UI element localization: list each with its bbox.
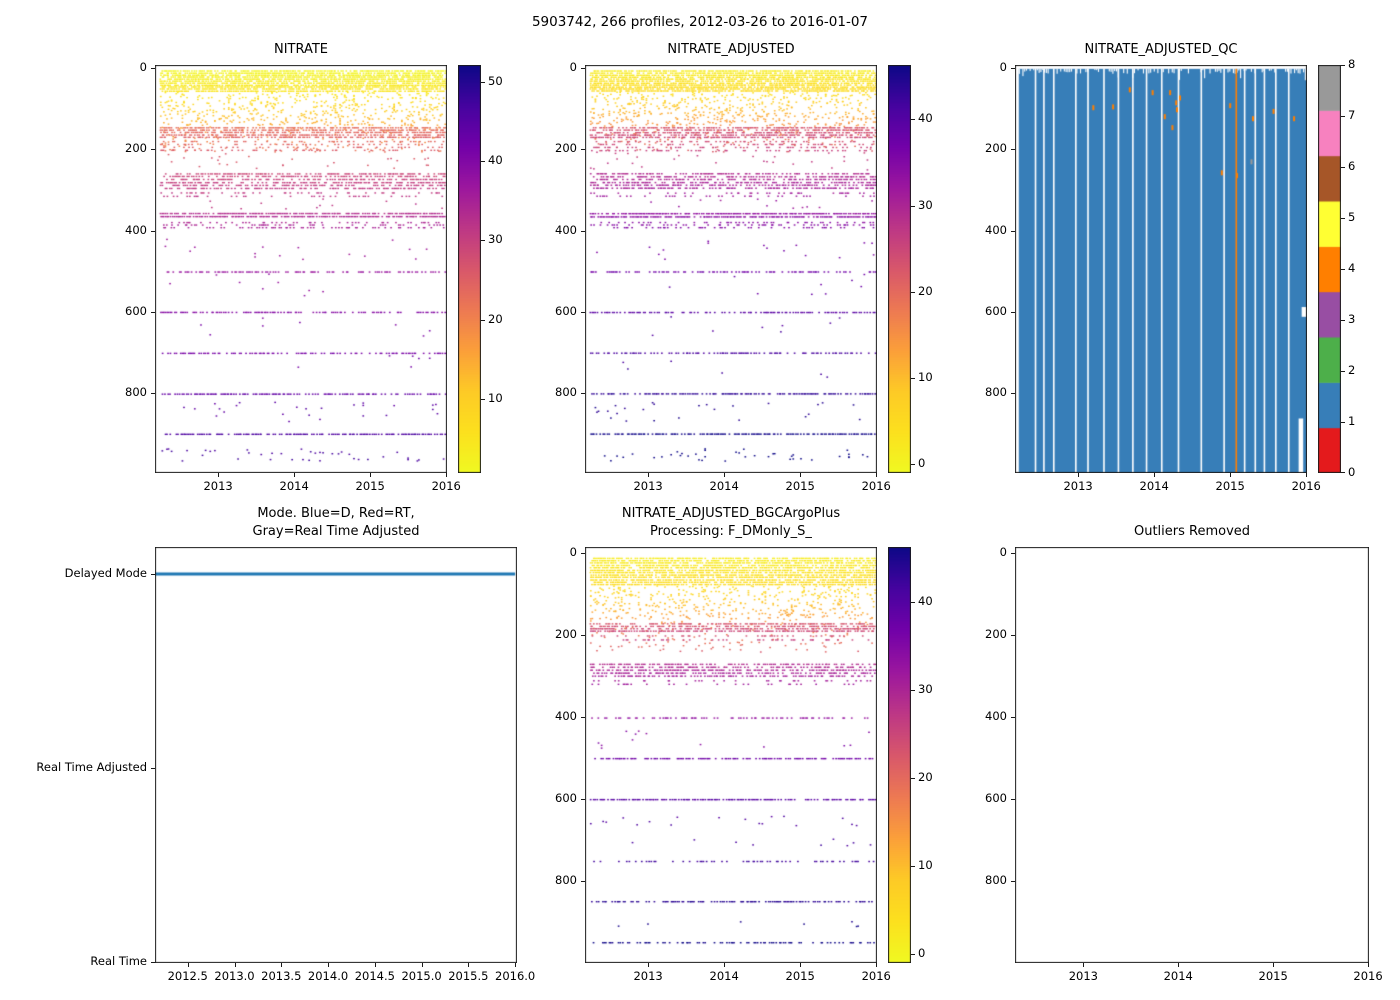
colorbar-tick-mark	[911, 119, 915, 120]
bgc-colorbar	[888, 547, 911, 963]
x-tick-label: 2016	[1353, 969, 1383, 983]
colorbar-tick-mark	[481, 320, 485, 321]
y-tick-mark	[581, 635, 585, 636]
y-category-label: Real Time Adjusted	[36, 759, 147, 774]
x-tick-mark	[218, 473, 219, 477]
colorbar-tick-mark	[481, 161, 485, 162]
nitrate-plot-area	[155, 65, 447, 473]
x-tick-label: 2014	[279, 479, 309, 493]
colorbar-tick-label: 10	[918, 370, 933, 385]
y-tick-label: 200	[985, 627, 1007, 642]
colorbar-tick-label: 1	[1348, 414, 1356, 428]
y-tick-mark	[1011, 149, 1015, 150]
colorbar-tick-label: 30	[488, 232, 503, 247]
y-tick-label: 600	[125, 303, 147, 318]
y-tick-label: 0	[569, 545, 577, 560]
x-tick-label: 2016	[861, 969, 891, 983]
x-tick-mark	[468, 963, 469, 967]
x-tick-mark	[1273, 963, 1274, 967]
y-tick-label: 0	[999, 545, 1007, 560]
x-tick-mark	[375, 963, 376, 967]
y-tick-mark	[1011, 393, 1015, 394]
x-tick-label: 2013.0	[214, 969, 255, 983]
subplot-title-line: Gray=Real Time Adjusted	[252, 524, 420, 539]
y-tick-mark	[581, 717, 585, 718]
y-tick-mark	[1011, 553, 1015, 554]
y-tick-mark	[1011, 881, 1015, 882]
x-tick-mark	[876, 473, 877, 477]
colorbar-tick-label: 40	[918, 594, 933, 609]
colorbar-tick-label: 20	[488, 311, 503, 326]
y-tick-label: 600	[985, 791, 1007, 806]
subplot-title	[972, 523, 1400, 541]
y-tick-label: 200	[555, 141, 577, 156]
y-tick-label: 200	[125, 141, 147, 156]
outliers-plot-area	[1015, 547, 1369, 963]
y-tick-mark	[581, 393, 585, 394]
x-tick-label: 2015	[785, 969, 815, 983]
colorbar-tick-mark	[911, 206, 915, 207]
colorbar-tick-label: 8	[1348, 57, 1356, 71]
y-tick-label: 400	[125, 222, 147, 237]
x-tick-mark	[800, 963, 801, 967]
x-tick-label: 2014	[1163, 969, 1193, 983]
bgc-plot-area	[585, 547, 877, 963]
colorbar-tick-mark	[911, 778, 915, 779]
x-tick-mark	[724, 963, 725, 967]
colorbar-tick-mark	[911, 378, 915, 379]
x-tick-mark	[1178, 963, 1179, 967]
x-tick-label: 2015.5	[448, 969, 489, 983]
colorbar-tick-mark	[911, 602, 915, 603]
subplot-title	[511, 41, 951, 59]
x-tick-label: 2015	[1215, 479, 1245, 493]
x-tick-label: 2013	[633, 969, 663, 983]
y-tick-label: 200	[555, 627, 577, 642]
x-tick-label: 2016.0	[495, 969, 536, 983]
colorbar-tick-label: 0	[918, 946, 926, 961]
x-tick-label: 2013	[1068, 969, 1098, 983]
y-tick-label: 800	[125, 385, 147, 400]
colorbar-tick-mark	[481, 82, 485, 83]
y-tick-mark	[581, 799, 585, 800]
x-tick-mark	[235, 963, 236, 967]
colorbar-tick-mark	[911, 866, 915, 867]
y-tick-mark	[581, 68, 585, 69]
colorbar-tick-mark	[1341, 371, 1345, 372]
nitrate_adjusted-colorbar	[888, 65, 911, 473]
colorbar-tick-mark	[1341, 320, 1345, 321]
x-tick-label: 2015	[355, 479, 385, 493]
y-tick-mark	[151, 962, 155, 963]
colorbar-tick-label: 20	[918, 770, 933, 785]
y-tick-mark	[1011, 717, 1015, 718]
y-tick-label: 800	[555, 873, 577, 888]
y-tick-mark	[151, 231, 155, 232]
qc-colorbar	[1318, 65, 1341, 473]
y-tick-label: 200	[985, 141, 1007, 156]
y-tick-mark	[1011, 231, 1015, 232]
y-tick-mark	[151, 68, 155, 69]
nitrate_adjusted-plot-area	[585, 65, 877, 473]
colorbar-tick-mark	[911, 954, 915, 955]
colorbar-tick-mark	[911, 690, 915, 691]
colorbar-tick-label: 0	[1348, 465, 1356, 479]
y-tick-mark	[1011, 799, 1015, 800]
y-tick-label: 400	[985, 709, 1007, 724]
colorbar-tick-label: 20	[918, 283, 933, 298]
colorbar-tick-mark	[481, 399, 485, 400]
y-tick-mark	[1011, 68, 1015, 69]
subplot-title-line: NITRATE	[273, 42, 329, 57]
colorbar-tick-label: 4	[1348, 261, 1356, 275]
x-tick-mark	[294, 473, 295, 477]
x-tick-mark	[422, 963, 423, 967]
x-tick-mark	[1083, 963, 1084, 967]
y-tick-label: 400	[555, 222, 577, 237]
x-tick-mark	[446, 473, 447, 477]
colorbar-tick-mark	[1341, 65, 1345, 66]
y-tick-mark	[1011, 312, 1015, 313]
subplot-title	[941, 41, 1381, 59]
x-tick-label: 2016	[861, 479, 891, 493]
x-tick-label: 2016	[431, 479, 461, 493]
y-tick-mark	[151, 149, 155, 150]
y-tick-mark	[581, 149, 585, 150]
x-tick-mark	[876, 963, 877, 967]
x-tick-mark	[724, 473, 725, 477]
x-tick-mark	[515, 963, 516, 967]
x-tick-label: 2013	[633, 479, 663, 493]
subplot-title-line: NITRATE_ADJUSTED_BGCArgoPlus	[621, 506, 841, 521]
figure-title: 5903742, 266 profiles, 2012-03-26 to 2016-01-07	[531, 14, 869, 30]
y-tick-mark	[151, 312, 155, 313]
colorbar-tick-mark	[1341, 422, 1345, 423]
x-tick-label: 2015.0	[401, 969, 442, 983]
qc-plot-area	[1015, 65, 1307, 473]
colorbar-tick-mark	[1341, 116, 1345, 117]
subplot-title-line: NITRATE_ADJUSTED_QC	[1084, 42, 1238, 57]
x-tick-label: 2015	[785, 479, 815, 493]
subplot-title	[81, 41, 521, 59]
subplot-title-line: Outliers Removed	[1133, 524, 1251, 539]
subplot-title	[511, 505, 951, 541]
colorbar-tick-label: 30	[918, 197, 933, 212]
x-tick-label: 2013	[203, 479, 233, 493]
y-tick-mark	[581, 553, 585, 554]
x-tick-label: 2016	[1291, 479, 1321, 493]
y-tick-label: 600	[555, 791, 577, 806]
colorbar-tick-mark	[911, 464, 915, 465]
x-tick-mark	[188, 963, 189, 967]
y-category-label: Delayed Mode	[64, 566, 147, 581]
colorbar-tick-label: 50	[488, 73, 503, 88]
y-tick-mark	[151, 768, 155, 769]
x-tick-label: 2014	[709, 479, 739, 493]
x-tick-label: 2014	[1139, 479, 1169, 493]
x-tick-mark	[1230, 473, 1231, 477]
x-tick-label: 2013.5	[261, 969, 302, 983]
y-tick-mark	[581, 231, 585, 232]
colorbar-tick-label: 7	[1348, 108, 1356, 122]
x-tick-label: 2015	[1258, 969, 1288, 983]
x-tick-mark	[648, 473, 649, 477]
x-tick-label: 2012.5	[167, 969, 208, 983]
colorbar-tick-label: 3	[1348, 312, 1356, 326]
y-tick-mark	[151, 393, 155, 394]
y-tick-mark	[581, 312, 585, 313]
nitrate-colorbar	[458, 65, 481, 473]
y-tick-label: 0	[569, 59, 577, 74]
y-tick-label: 600	[555, 303, 577, 318]
y-tick-label: 800	[555, 385, 577, 400]
x-tick-label: 2014.0	[307, 969, 349, 983]
y-category-label: Real Time	[90, 954, 147, 969]
y-tick-label: 0	[999, 59, 1007, 74]
colorbar-tick-mark	[1341, 472, 1345, 473]
colorbar-tick-label: 2	[1348, 363, 1356, 377]
y-tick-label: 0	[139, 59, 147, 74]
x-tick-label: 2013	[1063, 479, 1093, 493]
subplot-title	[116, 505, 556, 541]
colorbar-tick-label: 6	[1348, 159, 1356, 173]
x-tick-mark	[648, 963, 649, 967]
colorbar-tick-label: 10	[488, 391, 503, 406]
x-tick-mark	[1154, 473, 1155, 477]
mode-plot-area	[155, 547, 517, 963]
colorbar-tick-label: 5	[1348, 210, 1356, 224]
x-tick-mark	[1078, 473, 1079, 477]
colorbar-tick-label: 10	[918, 858, 933, 873]
colorbar-tick-mark	[1341, 269, 1345, 270]
colorbar-tick-mark	[1341, 218, 1345, 219]
y-tick-mark	[1011, 635, 1015, 636]
colorbar-tick-label: 0	[918, 456, 926, 471]
colorbar-tick-label: 40	[918, 111, 933, 126]
y-tick-label: 800	[985, 385, 1007, 400]
y-tick-label: 600	[985, 303, 1007, 318]
subplot-title-line: Processing: F_DMonly_S_	[650, 524, 812, 539]
colorbar-tick-mark	[911, 292, 915, 293]
x-tick-mark	[1368, 963, 1369, 967]
x-tick-mark	[370, 473, 371, 477]
x-tick-mark	[281, 963, 282, 967]
colorbar-tick-mark	[1341, 167, 1345, 168]
subplot-title-line: Mode. Blue=D, Red=RT,	[257, 506, 415, 521]
x-tick-label: 2014	[709, 969, 739, 983]
subplot-title-line: NITRATE_ADJUSTED	[667, 42, 795, 57]
colorbar-tick-label: 30	[918, 682, 933, 697]
y-tick-mark	[151, 574, 155, 575]
x-tick-mark	[800, 473, 801, 477]
y-tick-label: 800	[985, 873, 1007, 888]
y-tick-label: 400	[985, 222, 1007, 237]
x-tick-label: 2014.5	[354, 969, 395, 983]
colorbar-tick-mark	[481, 240, 485, 241]
x-tick-mark	[328, 963, 329, 967]
y-tick-mark	[581, 881, 585, 882]
colorbar-tick-label: 40	[488, 153, 503, 168]
x-tick-mark	[1306, 473, 1307, 477]
y-tick-label: 400	[555, 709, 577, 724]
